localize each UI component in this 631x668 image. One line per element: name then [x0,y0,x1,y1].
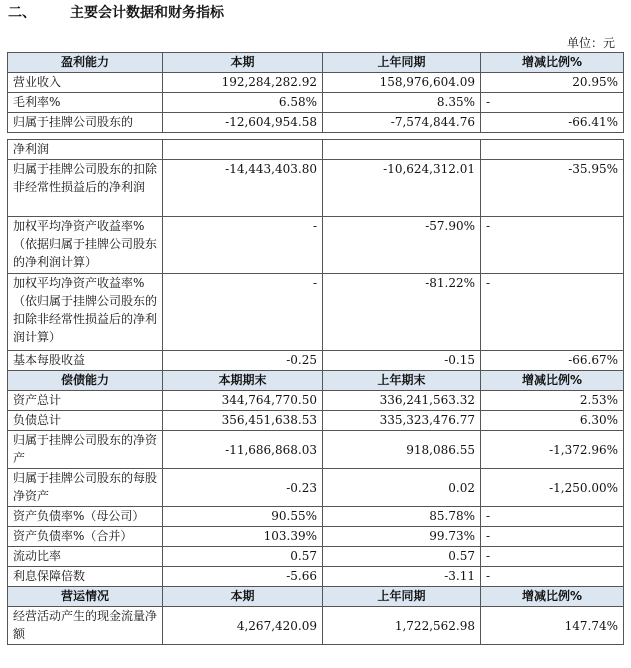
change-value: 147.74% [481,607,624,645]
row-label: 营业收入 [8,73,163,93]
change-value: -35.95% [481,160,624,217]
header-cell: 本期 [163,587,323,607]
change-value: -66.67% [481,351,624,371]
table-row [8,351,624,371]
current-value: -0.25 [163,351,323,371]
header-cell: 增减比例% [481,371,624,391]
header-cell: 本期期末 [163,371,323,391]
prior-value: 0.57 [323,547,481,567]
row-label: 资产负债率%（母公司） [8,507,163,527]
change-value: 20.95% [481,73,624,93]
header-cell: 增减比例% [481,587,624,607]
current-value: -14,443,403.80 [163,160,323,217]
table-row [8,527,624,547]
table-row [8,469,624,507]
header-cell: 本期 [163,53,323,73]
change-value: 6.30% [481,411,624,431]
table-row [8,431,624,469]
table-row [8,160,624,217]
current-value: 344,764,770.50 [163,391,323,411]
row-label: 利息保障倍数 [8,567,163,587]
row-label: 资产负债率%（合并） [8,527,163,547]
change-value: - [481,567,624,587]
operations-header-row [8,587,624,607]
row-label: 归属于挂牌公司股东的 [8,113,163,133]
prior-value [323,140,481,160]
header-cell: 上年同期 [323,53,481,73]
prior-value: 336,241,563.32 [323,391,481,411]
current-value: 0.57 [163,547,323,567]
change-value: - [481,93,624,113]
prior-value: 85.78% [323,507,481,527]
row-label: 归属于挂牌公司股东的净资产 [8,431,163,469]
header-cell: 上年期末 [323,371,481,391]
change-value: - [481,274,624,351]
current-value: 4,267,420.09 [163,607,323,645]
change-value: - [481,547,624,567]
prior-value: 8.35% [323,93,481,113]
row-gap [8,133,624,140]
current-value: 6.58% [163,93,323,113]
section-title: 主要会计数据和财务指标 [70,5,224,21]
header-cell: 上年同期 [323,587,481,607]
row-label: 归属于挂牌公司股东的扣除非经常性损益后的净利润 [8,160,163,217]
prior-value: 99.73% [323,527,481,547]
table-row [8,93,624,113]
current-value: - [163,217,323,274]
section-number: 二、 [8,5,36,21]
prior-value: -57.90% [323,217,481,274]
prior-value: 335,323,476.77 [323,411,481,431]
table-row [8,274,624,351]
table-row [8,607,624,645]
row-label: 净利润 [8,140,163,160]
change-value: -66.41% [481,113,624,133]
prior-value: 918,086.55 [323,431,481,469]
change-value: -1,372.96% [481,431,624,469]
current-value: -0.23 [163,469,323,507]
current-value: 90.55% [163,507,323,527]
prior-value: -0.15 [323,351,481,371]
header-cell: 偿债能力 [8,371,163,391]
row-label: 归属于挂牌公司股东的每股净资产 [8,469,163,507]
row-label: 加权平均净资产收益率%（依据归属于挂牌公司股东的净利润计算） [8,217,163,274]
header-cell: 盈利能力 [8,53,163,73]
current-value: - [163,274,323,351]
current-value: 103.39% [163,527,323,547]
table-row [8,411,624,431]
unit-label: 单位：元 [566,36,615,50]
header-cell: 营运情况 [8,587,163,607]
table-row [8,391,624,411]
profitability-header-row [8,53,624,73]
prior-value: -3.11 [323,567,481,587]
table-row [8,217,624,274]
row-label: 毛利率% [8,93,163,113]
current-value: 356,451,638.53 [163,411,323,431]
table-row [8,140,624,160]
current-value: 192,284,282.92 [163,73,323,93]
header-cell: 增减比例% [481,53,624,73]
prior-value: -7,574,844.76 [323,113,481,133]
table-row [8,73,624,93]
row-label: 经营活动产生的现金流量净额 [8,607,163,645]
row-label: 加权平均净资产收益率%（依归属于挂牌公司股东的扣除非经常性损益后的净利润计算） [8,274,163,351]
prior-value: 1,722,562.98 [323,607,481,645]
current-value [163,140,323,160]
row-label: 流动比率 [8,547,163,567]
current-value: -12,604,954.58 [163,113,323,133]
row-label: 负债总计 [8,411,163,431]
change-value: - [481,217,624,274]
section-heading [8,2,224,26]
current-value: -11,686,868.03 [163,431,323,469]
change-value: - [481,507,624,527]
prior-value: 0.02 [323,469,481,507]
financial-indicators-table [7,52,624,645]
table-row [8,507,624,527]
table-row [8,547,624,567]
prior-value: -10,624,312.01 [323,160,481,217]
change-value: - [481,527,624,547]
table-row [8,113,624,133]
table-row [8,567,624,587]
prior-value: -81.22% [323,274,481,351]
row-label: 基本每股收益 [8,351,163,371]
row-label: 资产总计 [8,391,163,411]
solvency-header-row [8,371,624,391]
current-value: -5.66 [163,567,323,587]
change-value [481,140,624,160]
change-value: 2.53% [481,391,624,411]
change-value: -1,250.00% [481,469,624,507]
prior-value: 158,976,604.09 [323,73,481,93]
